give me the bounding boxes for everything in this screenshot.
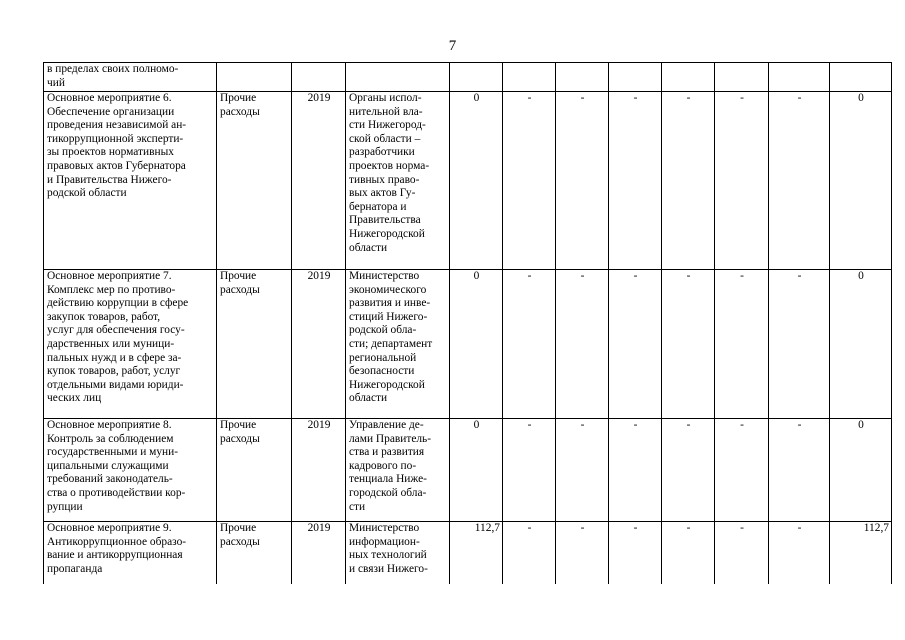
- table-cell-expense-type: Прочие расходы: [217, 270, 292, 419]
- table-cell-description: Основное мероприятие 8. Контроль за соблюдением государственными и муни- ципальными служащими требований законодатель- ства о противодействии кор- рупции: [44, 419, 217, 522]
- table-row: [44, 419, 892, 522]
- table-cell-value: -: [662, 522, 715, 584]
- table-cell-total: 0: [830, 270, 892, 419]
- table-cell-value: -: [609, 92, 662, 270]
- table-cell-value: -: [556, 270, 609, 419]
- table-cell-value: 0: [450, 419, 503, 522]
- table-cell-year: 2019: [292, 419, 346, 522]
- table-cell-value: 0: [450, 92, 503, 270]
- table-row: [44, 270, 892, 419]
- table-cell-empty: [292, 63, 346, 92]
- table-cell-value: -: [609, 522, 662, 584]
- table-row: [44, 522, 892, 584]
- table-cell-expense-type: Прочие расходы: [217, 522, 292, 584]
- table-cell-total: 0: [830, 92, 892, 270]
- table-cell-expense-type: Прочие расходы: [217, 419, 292, 522]
- table-row: [44, 92, 892, 270]
- table-cell-value: -: [556, 522, 609, 584]
- table-cell-empty: [503, 63, 556, 92]
- table-cell-year: 2019: [292, 522, 346, 584]
- table-cell-value: -: [715, 419, 769, 522]
- table-cell-responsible: Органы испол- нительной вла- сти Нижегород- ской области – разработчики проектов норма- тивных право- вых актов Гу- бернатора и Правительства Нижегородской области: [346, 92, 450, 270]
- table-cell-value: 0: [450, 270, 503, 419]
- table-cell-value: -: [503, 419, 556, 522]
- table-cell-empty: [556, 63, 609, 92]
- table-cell-value: -: [609, 419, 662, 522]
- table-cell-empty: [662, 63, 715, 92]
- table-cell-value: -: [662, 419, 715, 522]
- table-cell-value: -: [609, 270, 662, 419]
- table-cell-value: -: [662, 92, 715, 270]
- table-cell-responsible: Управление де- лами Правитель- ства и развития кадрового по- тенциала Ниже- городской обла- сти: [346, 419, 450, 522]
- table-cell-value: -: [556, 92, 609, 270]
- table-cell-value: -: [503, 92, 556, 270]
- table-cell-total: 0: [830, 419, 892, 522]
- table-cell-value: -: [715, 270, 769, 419]
- table-cell-value: -: [715, 522, 769, 584]
- table-cell-empty: [769, 63, 830, 92]
- table-cell-description: в пределах своих полномо- чий: [44, 63, 217, 92]
- table-body: [44, 63, 892, 584]
- table-cell-value: -: [715, 92, 769, 270]
- table-cell-responsible: Министерство экономического развития и инве- стиций Нижего- родской обла- сти; департамент региональной безопасности Нижегородской области: [346, 270, 450, 419]
- table-cell-value: 112,7: [450, 522, 503, 584]
- table-cell-value: -: [503, 522, 556, 584]
- expenses-table: [43, 62, 892, 584]
- table-cell-empty: [217, 63, 292, 92]
- table-cell-value: -: [769, 419, 830, 522]
- table-cell-value: -: [556, 419, 609, 522]
- table-cell-responsible: Министерство информацион- ных технологий и связи Нижего-: [346, 522, 450, 584]
- table-cell-value: -: [769, 270, 830, 419]
- table-cell-description: Основное мероприятие 6. Обеспечение организации проведения независимой ан- тикоррупционной эксперти- зы проектов нормативных правовых актов Губернатора и Правительства Нижего- родской области: [44, 92, 217, 270]
- page-number: 7: [448, 38, 457, 54]
- table-cell-empty: [830, 63, 892, 92]
- table-cell-value: -: [503, 270, 556, 419]
- table-cell-value: -: [769, 522, 830, 584]
- table-cell-empty: [715, 63, 769, 92]
- table-cell-value: -: [662, 270, 715, 419]
- table-cell-empty: [450, 63, 503, 92]
- table-cell-year: 2019: [292, 92, 346, 270]
- table-cell-year: 2019: [292, 270, 346, 419]
- table-cell-value: -: [769, 92, 830, 270]
- table-row-continuation: [44, 63, 892, 92]
- table-cell-empty: [346, 63, 450, 92]
- table-cell-description: Основное мероприятие 7. Комплекс мер по противо- действию коррупции в сфере закупок товаров, работ, услуг для обеспечения госу- дарственных или муници- пальных нужд и в сфере за- купок товаров, работ, услуг отдельными видами юриди- ческих лиц: [44, 270, 217, 419]
- table-cell-empty: [609, 63, 662, 92]
- table-cell-expense-type: Прочие расходы: [217, 92, 292, 270]
- table-cell-total: 112,7: [830, 522, 892, 584]
- table-cell-description: Основное мероприятие 9. Антикоррупционное образо- вание и антикоррупционная пропаганда: [44, 522, 217, 584]
